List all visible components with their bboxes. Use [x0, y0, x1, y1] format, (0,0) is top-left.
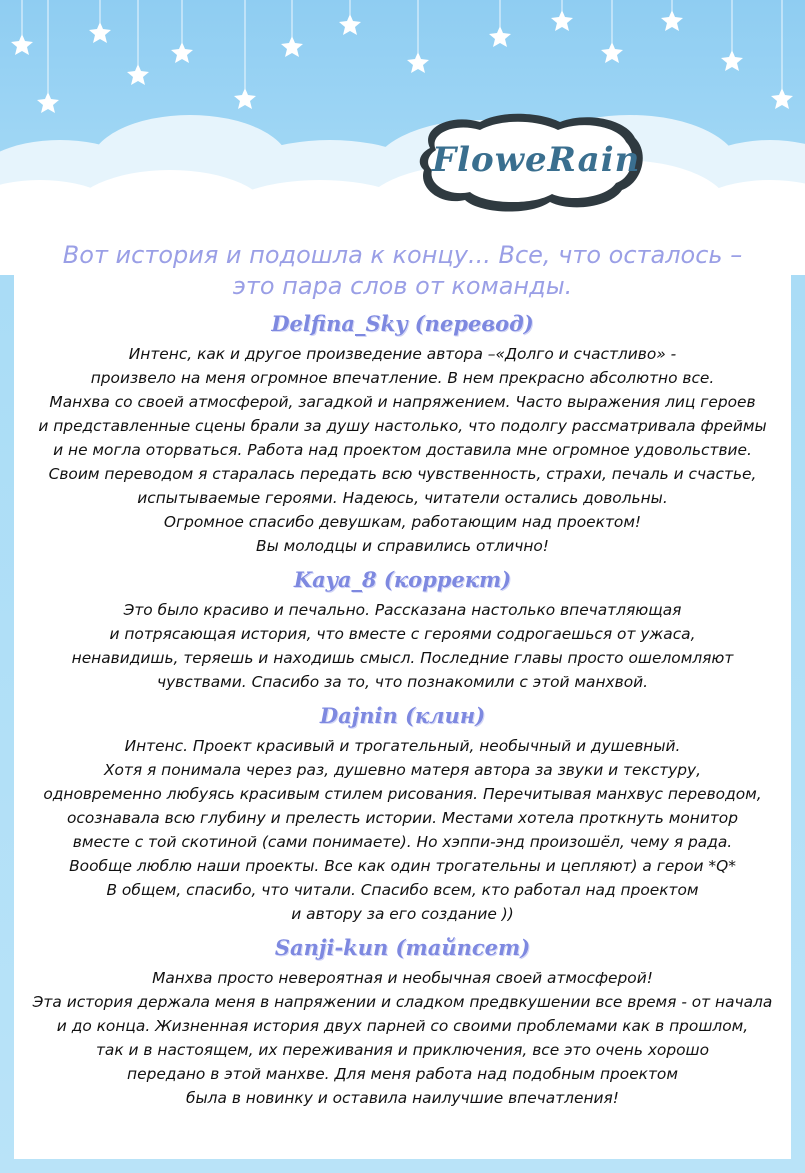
- text-line: Огромное спасибо девушкам, работающим над проектом!: [163, 513, 642, 531]
- text-line: испытываемые героями. Надеюсь, читатели остались довольны.: [137, 489, 668, 507]
- text-line: чувствами. Спасибо за то, что познакомили с этой манхвой.: [156, 673, 649, 691]
- section-title: Sanji-kun (тайпсет): [274, 935, 531, 960]
- intro-line: это пара слов от команды.: [232, 272, 573, 300]
- text-line: и потрясающая история, что вместе с героями содрогаешься от ужаса,: [109, 625, 696, 643]
- section-text: [14, 598, 791, 694]
- star-icon: [407, 52, 429, 73]
- text-line: и до конца. Жизненная история двух парней со своими проблемами как в прошлом,: [56, 1017, 749, 1035]
- star-icon: [11, 34, 33, 55]
- star-icon: [339, 14, 361, 35]
- text-line: Интенс, как и другое произведение автора –«Долго и счастливо» -: [128, 345, 677, 363]
- section-text: [14, 734, 791, 926]
- text-line: и не могла оторваться. Работа над проектом доставила мне огромное удовольствие.: [53, 441, 752, 459]
- star-icon: [489, 26, 511, 47]
- intro-text: [14, 240, 791, 302]
- text-line: передано в этой манхве. Для меня работа над подобным проектом: [127, 1065, 678, 1083]
- section-cleaner: [14, 702, 791, 926]
- text-line: Манхва со своей атмосферой, загадкой и напряжением. Часто выражения лиц героев: [49, 393, 756, 411]
- star-icon: [171, 42, 193, 63]
- text-line: Своим переводом я старалась передать всю чувственность, страхи, печаль и счастье,: [48, 465, 757, 483]
- text-line: Хотя я понимала через раз, душевно матеря автора за звуки и текстуру,: [103, 761, 702, 779]
- section-text: [14, 966, 791, 1110]
- text-line: ненавидишь, теряешь и находишь смысл. Последние главы просто ошеломляют: [71, 649, 734, 667]
- section-typesetter: [14, 934, 791, 1110]
- section-title: Dajnin (клин): [319, 703, 486, 728]
- section-text: [14, 342, 791, 558]
- star-icon: [127, 64, 149, 85]
- text-line: и автору за его создание )): [291, 905, 514, 923]
- text-line: так и в настоящем, их переживания и приключения, все это очень хорошо: [95, 1041, 710, 1059]
- section-translator: [14, 310, 791, 558]
- text-line: была в новинку и оставила наилучшие впечатления!: [186, 1089, 619, 1107]
- star-icon: [551, 10, 573, 31]
- text-line: произвело на меня огромное впечатление. В нем прекрасно абсолютно все.: [90, 369, 715, 387]
- section-proofreader: [14, 566, 791, 694]
- text-line: и представленные сцены брали за душу настолько, что подолгу рассматривала фреймы: [38, 417, 767, 435]
- section-title: Delfina_Sky (перевод): [271, 311, 534, 336]
- text-line: Вы молодцы и справились отлично!: [256, 537, 549, 555]
- main-content: [14, 240, 791, 1110]
- text-line: одновременно любуясь красивым стилем рисования. Перечитывая манхвус переводом,: [43, 785, 762, 803]
- text-line: Эта история держала меня в напряжении и сладком предвкушении все время - от начала: [32, 993, 773, 1011]
- star-icon: [661, 10, 683, 31]
- text-line: Манхва просто невероятная и необычная своей атмосферой!: [152, 969, 653, 987]
- text-line: осознавала всю глубину и прелесть истории. Местами хотела проткнуть монитор: [67, 809, 738, 827]
- text-line: Интенс. Проект красивый и трогательный, необычный и душевный.: [124, 737, 681, 755]
- text-line: вместе с той скотиной (сами понимаете). Но хэппи-энд произошёл, чему я рада.: [72, 833, 733, 851]
- logo-text: FloweRain: [432, 140, 641, 180]
- intro-line: Вот история и подошла к концу... Все, что осталось –: [62, 241, 743, 269]
- text-line: В общем, спасибо, что читали. Спасибо всем, кто работал над проектом: [106, 881, 699, 899]
- team-logo: [410, 108, 650, 218]
- text-line: Вообще люблю наши проекты. Все как один трогательны и цепляют) а герои *Q*: [69, 857, 736, 875]
- text-line: Это было красиво и печально. Рассказана настолько впечатляющая: [123, 601, 682, 619]
- star-icon: [601, 42, 623, 63]
- section-title: Kaya_8 (коррект): [293, 567, 512, 592]
- star-icon: [281, 36, 303, 57]
- star-icon: [89, 22, 111, 43]
- star-icon: [721, 50, 743, 71]
